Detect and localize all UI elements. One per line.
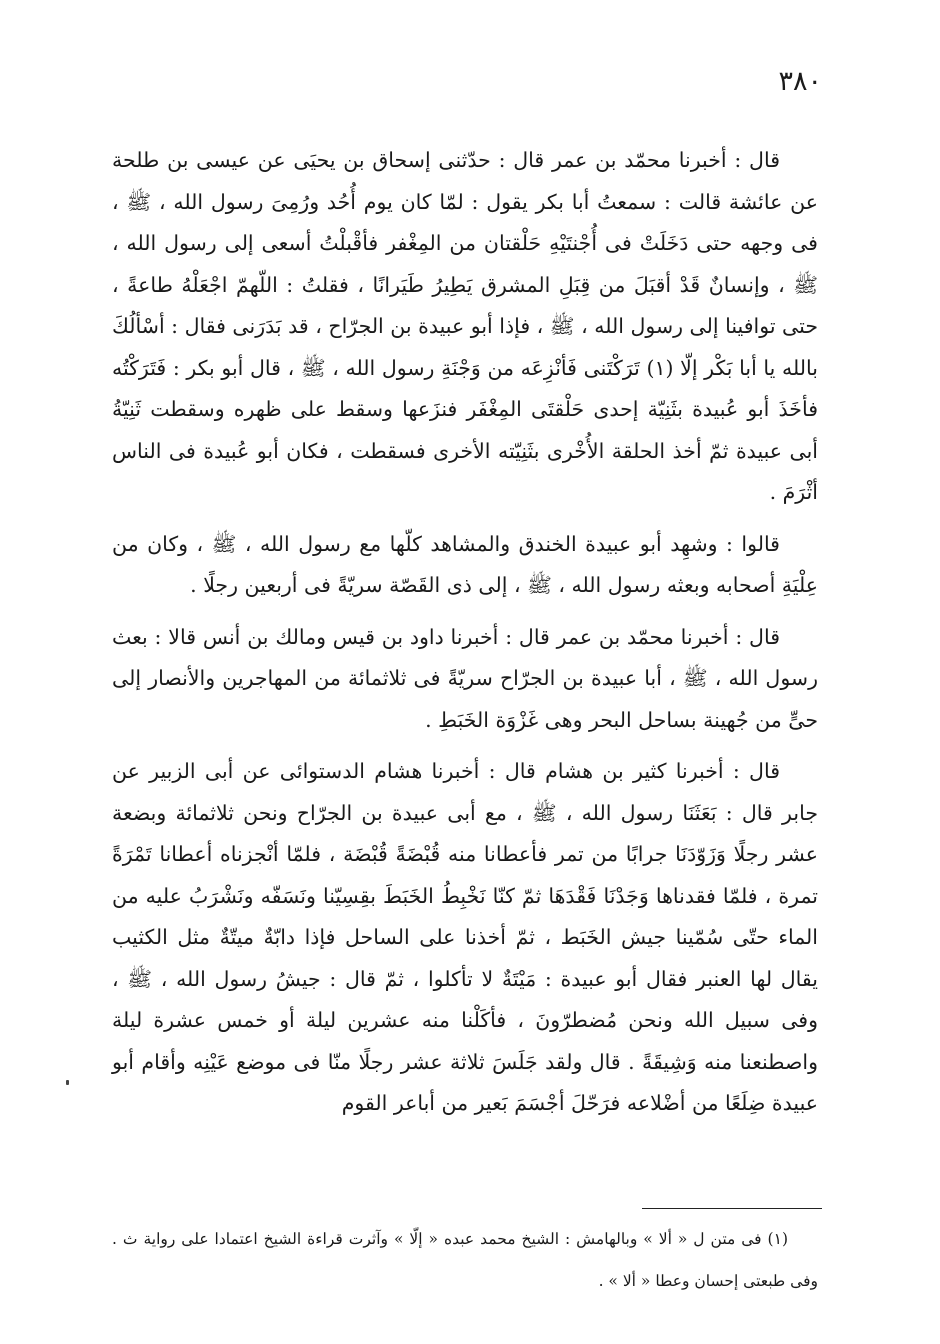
margin-mark (66, 1080, 69, 1085)
page-number: ٣٨٠ (778, 66, 822, 97)
paragraph-1: قال : أخبرنا محمّد بن عمر قال : حدّثنى إسحاق بن يحيَى عن عيسى بن طلحة عن عائشة قالت : سمعتُ أبا بكر يقول : لمّا كان يوم أُحُد ورُمِىَ رسول الله ، ﷺ ، فى وجهه حتى دَخَلَتْ فى أُجْنتَيْهِ حَلْقتان من المِغْفر فأقْبلْتُ أسعى إلى رسول الله ، ﷺ ، وإنسانٌ قَدْ أقبَلَ من قِبَلِ المشرق يَطِيرُ طَيَرانًا ، فقلتُ : اللّهمّ اجْعَلْهُ طاعةً ، حتى توافينا إلى رسول الله ، ﷺ ، فإذا أبو عبيدة بن الجرّاح ، قد بَدَرَنى فقال : أسْألُكَ بالله يا أبا بَكْر إلّا (١) تَرَكْتَنى فَأنْزِعَه من وَجْنَةِ رسول الله ، ﷺ ، قال أبو بكر : فَتَرَكْتُه فأخَذَ أبو عُبيدة بثَنِيّة إحدى حَلْقتَى المِغْفَر فنزَعها وسقط على ظهره وسقطت ثَنِيّةُ أبى عبيدة ثمّ أخذ الحلقة الأُخْرى بثَنِيّته الأخرى فسقطت ، فكان أبو عُبيدة فى الناس أثْرَمَ . (112, 148, 818, 504)
paragraph-3: قال : أخبرنا محمّد بن عمر قال : أخبرنا داود بن قيس ومالك بن أنس قالا : بعث رسول الله ، ﷺ ، أبا عبيدة بن الجرّاح سريّةً فى ثلاثمائة من المهاجرين والأنصار إلى حىٍّ من جُهينة بساحل البحر وهى غَزْوَة الخَبَطِ . (112, 624, 818, 732)
footnote-separator (642, 1208, 822, 1209)
paragraph-2: قالوا : وشهِد أبو عبيدة الخندق والمشاهد كلّها مع رسول الله ، ﷺ ، وكان من عِلْيَةِ أصحابه وبعثه رسول الله ، ﷺ ، إلى ذى القَصّة سريّةً فى أربعين رجلًا . (112, 531, 818, 597)
main-text (112, 140, 818, 1135)
footnotes (112, 1218, 818, 1302)
paragraph-4: قال : أخبرنا كثير بن هشام قال : أخبرنا هشام الدستوائى عن أبى الزبير عن جابر قال : بَعَثَنَا رسول الله ، ﷺ ، مع أبى عبيدة بن الجرّاح ونحن ثلاثمائة وبضعة عشر رجلًا وَزَوّدَنَا جرابًا من تمر فأعطانا منه قُبْضَةً قُبْضَة ، فلمّا أنْجزناه أعطانا تَمْرَةً تمرة ، فلمّا فقدناها وَجَدْنَا فَقْدَهَا ثمّ كنّا نَخْبِطُ الخَبَطَ بقِسِيّنا ونَسَفّه ونَشْرَبُ عليه من الماء حتّى سُمّينا جيش الخَبَط ، ثمّ أخذنا على الساحل فإذا دابّةٌ ميتّةٌ مثل الكثيب يقال لها العنبر فقال أبو عبيدة : مَيْتَةٌ لا تأكلوا ، ثمّ قال : جيشُ رسول الله ، ﷺ ، وفى سبيل الله ونحن مُضطرّونَ ، فأكَلْنا منه عشرين ليلة أو خمس عشرة ليلة واصطنعنا منه وَشِيقَةً . قال ولقد جَلَسَ ثلاثة عشر رجلًا منّا فى موضع عَيْنِه وأقام أبو عبيدة ضِلَعًا من أضْلاعه فرَحّلَ أجْسَمَ بَعير من أباعر القوم (112, 759, 818, 1115)
footnote-1: (١) فى متن ل « ألا » وبالهامش : الشيخ محمد عبده « إلّا » وآثرت قراءة الشيخ اعتمادا على رواية ث . وفى طبعتى إحسان وعطا « ألا » . (112, 1230, 818, 1290)
